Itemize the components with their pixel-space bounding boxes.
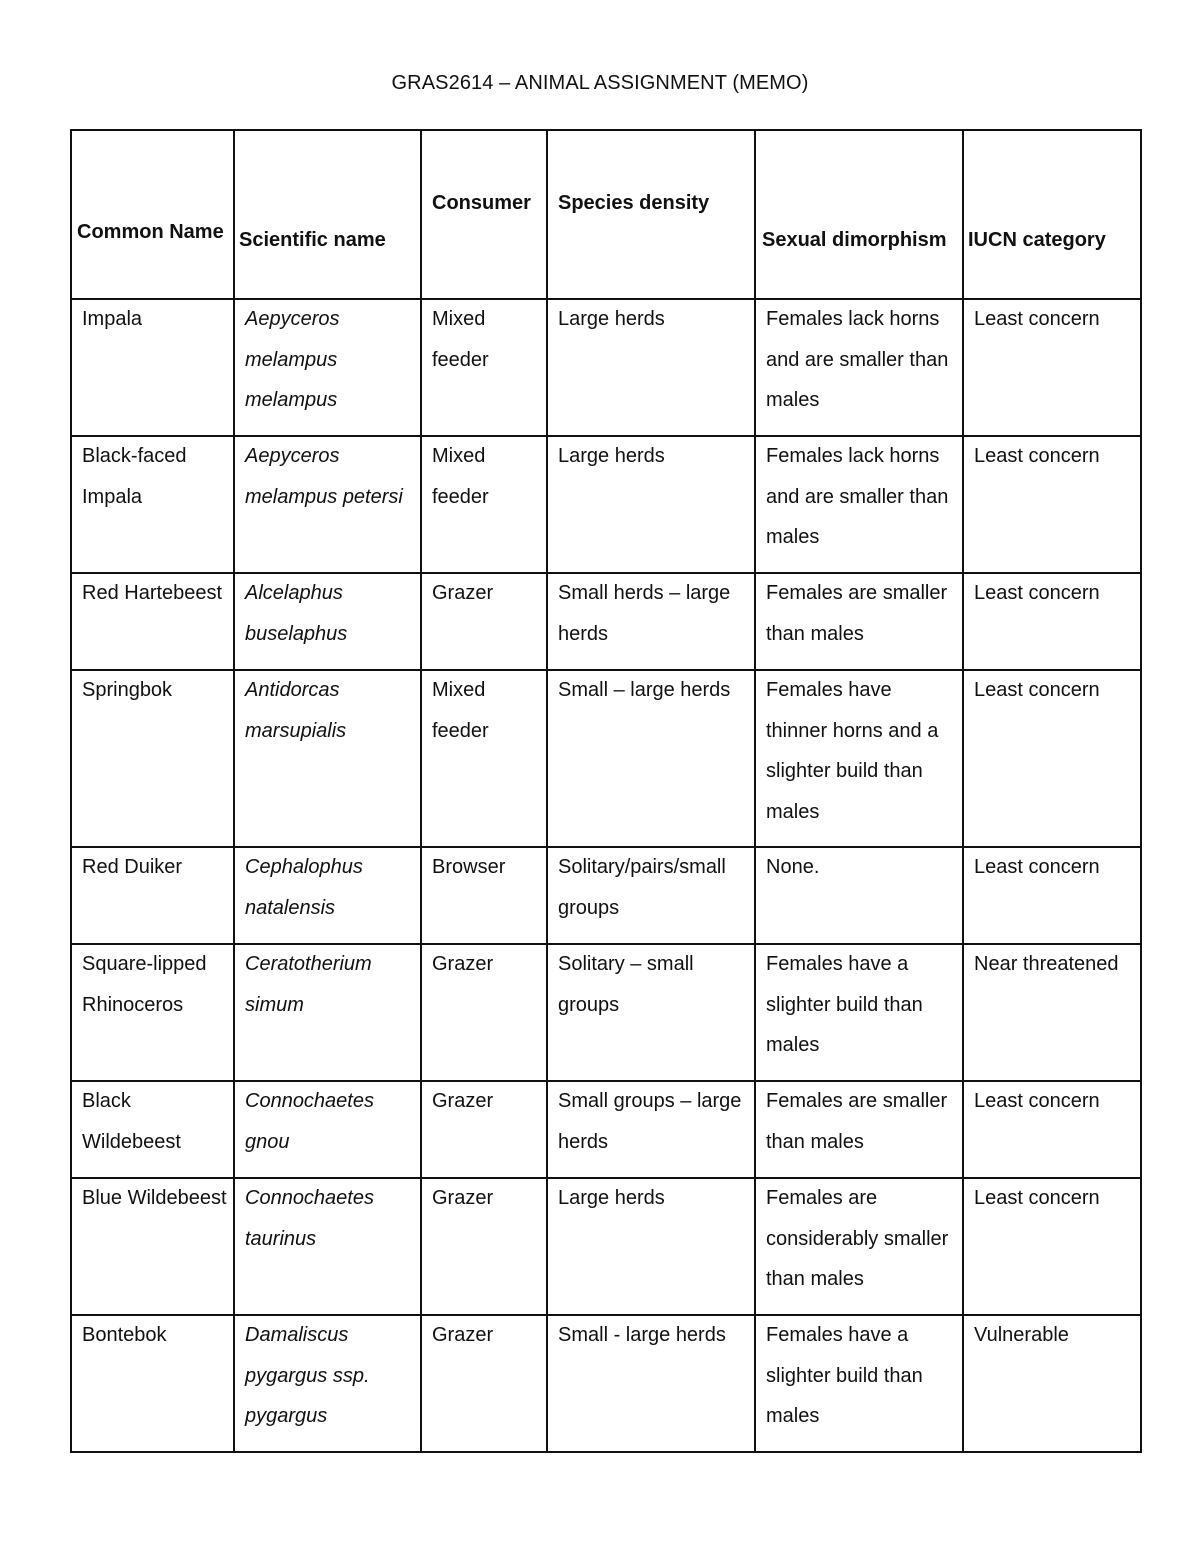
sexual-dimorphism-cell: Females have a slighter build than males [755,1315,963,1452]
consumer-cell: Grazer [421,1178,547,1315]
sexual-dimorphism-cell: Females are considerably smaller than males [755,1178,963,1315]
header-scientific-name: Scientific name [234,130,421,299]
table-row [71,670,1141,847]
table-row [71,436,1141,573]
sexual-dimorphism-cell: Females are smaller than males [755,1081,963,1178]
common-name-cell: Blue Wildebeest [71,1178,234,1315]
sexual-dimorphism-cell: None. [755,847,963,944]
iucn-category-cell: Least concern [963,847,1141,944]
consumer-cell: Grazer [421,944,547,1081]
species-density-cell: Large herds [547,436,755,573]
common-name-cell: Red Hartebeest [71,573,234,670]
iucn-category-cell: Least concern [963,573,1141,670]
species-density-cell: Small - large herds [547,1315,755,1452]
header-common-name: Common Name [71,130,234,299]
table-row [71,299,1141,436]
common-name-cell: Springbok [71,670,234,847]
common-name-cell: Black Wildebeest [71,1081,234,1178]
header-species-density: Species density [547,130,755,299]
consumer-cell: Mixed feeder [421,299,547,436]
document-title: GRAS2614 – ANIMAL ASSIGNMENT (MEMO) [391,72,809,94]
sexual-dimorphism-cell: Females have a slighter build than males [755,944,963,1081]
common-name-cell: Red Duiker [71,847,234,944]
consumer-cell: Grazer [421,1081,547,1178]
animal-memo-table [70,129,1142,1453]
species-density-cell: Small herds – large herds [547,573,755,670]
table-row [71,573,1141,670]
species-density-cell: Large herds [547,299,755,436]
sexual-dimorphism-cell: Females lack horns and are smaller than males [755,299,963,436]
species-density-cell: Large herds [547,1178,755,1315]
scientific-name-cell: Connochaetes gnou [234,1081,421,1178]
sexual-dimorphism-cell: Females are smaller than males [755,573,963,670]
sexual-dimorphism-cell: Females have thinner horns and a slighter build than males [755,670,963,847]
species-density-cell: Solitary/pairs/small groups [547,847,755,944]
scientific-name-cell: Connochaetes taurinus [234,1178,421,1315]
consumer-cell: Mixed feeder [421,436,547,573]
header-consumer: Consumer [421,130,547,299]
iucn-category-cell: Near threatened [963,944,1141,1081]
table-row [71,1081,1141,1178]
iucn-category-cell: Least concern [963,670,1141,847]
table-row [71,847,1141,944]
common-name-cell: Bontebok [71,1315,234,1452]
common-name-cell: Black-faced Impala [71,436,234,573]
table-body [71,299,1141,1452]
species-density-cell: Small – large herds [547,670,755,847]
iucn-category-cell: Least concern [963,1178,1141,1315]
scientific-name-cell: Damaliscus pygargus ssp. pygargus [234,1315,421,1452]
scientific-name-cell: Alcelaphus buselaphus [234,573,421,670]
common-name-cell: Impala [71,299,234,436]
table-row [71,1178,1141,1315]
iucn-category-cell: Least concern [963,1081,1141,1178]
species-density-cell: Solitary – small groups [547,944,755,1081]
table-header [71,130,1141,299]
species-density-cell: Small groups – large herds [547,1081,755,1178]
iucn-category-cell: Least concern [963,436,1141,573]
scientific-name-cell: Cephalophus natalensis [234,847,421,944]
header-sexual-dimorphism: Sexual dimorphism [755,130,963,299]
scientific-name-cell: Aepyceros melampus melampus [234,299,421,436]
consumer-cell: Grazer [421,1315,547,1452]
table-row [71,1315,1141,1452]
table-row [71,944,1141,1081]
consumer-cell: Browser [421,847,547,944]
iucn-category-cell: Least concern [963,299,1141,436]
header-row [71,130,1141,299]
scientific-name-cell: Aepyceros melampus petersi [234,436,421,573]
scientific-name-cell: Antidorcas marsupialis [234,670,421,847]
header-iucn-category: IUCN category [963,130,1141,299]
consumer-cell: Grazer [421,573,547,670]
common-name-cell: Square-lipped Rhinoceros [71,944,234,1081]
iucn-category-cell: Vulnerable [963,1315,1141,1452]
scientific-name-cell: Ceratotherium simum [234,944,421,1081]
consumer-cell: Mixed feeder [421,670,547,847]
sexual-dimorphism-cell: Females lack horns and are smaller than males [755,436,963,573]
